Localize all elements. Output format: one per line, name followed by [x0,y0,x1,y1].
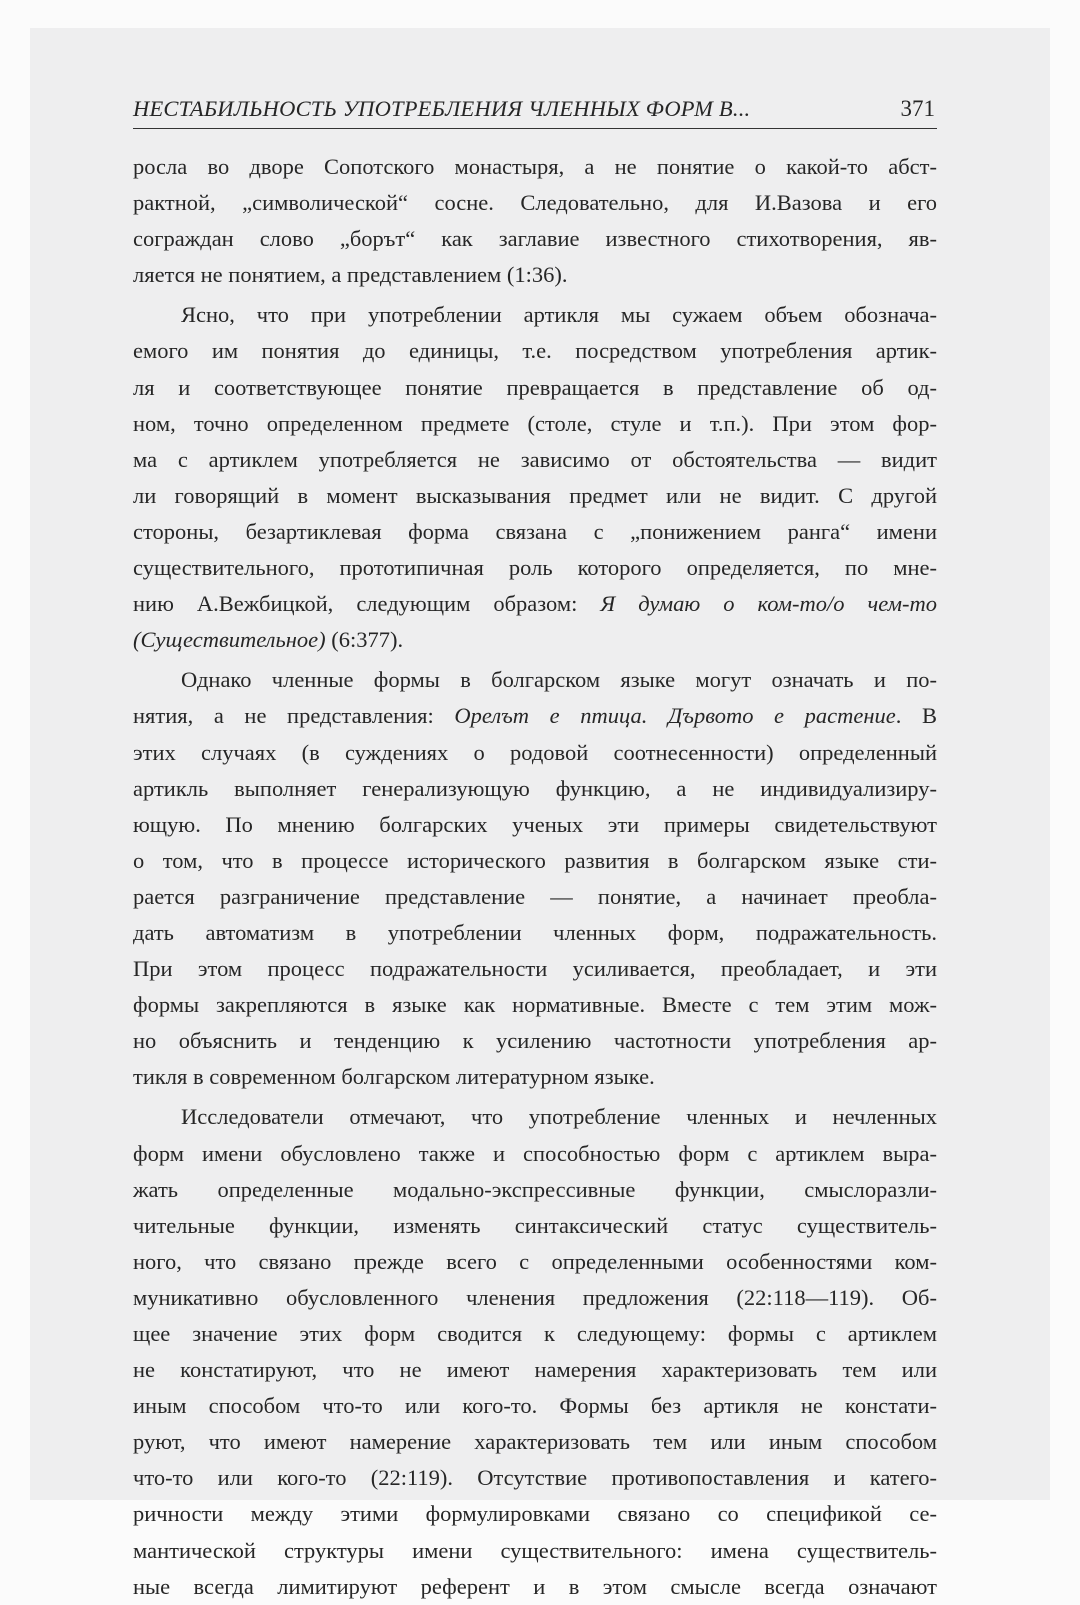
text-line: ющую. По мнению болгарских ученых эти примеры свидетельствуют [133,811,937,837]
text-line: муникативно обусловленного членения предложения (22:118—119). Об- [133,1284,937,1310]
text-line: Ясно, что при употреблении артикля мы сужаем объем обознача- [181,302,937,328]
text-run: нятия, а не представления: [133,703,455,729]
text-line: Однако членные формы в болгарском языке могут означать и по- [181,667,937,693]
text-line: ные всегда лимитируют референт и в этом смысле всегда означают [133,1573,937,1599]
header-rule [133,128,937,129]
text-line: ля и соответствующее понятие превращается в представление об од- [133,374,937,400]
text-line: При этом процесс подражательности усиливается, преобладает, и эти [133,956,937,982]
text-line: чительные функции, изменять синтаксический статус существитель- [133,1212,937,1238]
text-line: тикля в современном болгарском литературном языке. [133,1064,655,1090]
text-line: что-то или кого-то (22:119). Отсутствие противопоставления и катего- [133,1465,937,1491]
text-line: емого им понятия до единицы, т.е. посредством употребления артик- [133,338,937,364]
text-line: мантической структуры имени существительного: имена существитель- [133,1537,937,1563]
text-line: но объяснить и тенденцию к усилению частотности употребления ар- [133,1028,937,1054]
body-text [133,149,937,1605]
text-line [133,586,937,622]
text-line: ного, что связано прежде всего с определенными особенностями ком- [133,1248,937,1274]
text-line: форм имени обусловлено также и способностью форм с артиклем выра- [133,1140,937,1166]
text-line: артикль выполняет генерализующую функцию, а не индивидуализиру- [133,775,937,801]
text-line: дать автоматизм в употреблении членных форм, подражательность. [133,919,937,945]
paragraph-1 [133,149,937,293]
example-italic: Я думаю о ком-то/о чем-то [600,591,937,617]
example-italic: Орелът е птица. Дървото е растение [454,703,896,729]
text-line [133,698,937,734]
text-line: формы закрепляются в языке как нормативные. Вместе с тем этим мож- [133,992,937,1018]
text-line: рактной, „символической“ сосне. Следовательно, для И.Вазова и его [133,190,937,216]
text-line: рается разграничение представление — понятие, а начинает преобла- [133,883,937,909]
example-italic: (Существительное) [133,627,326,653]
text-line: ляется не понятием, а представлением (1:36). [133,262,568,288]
text-run: (6:377). [325,627,404,653]
page-number: 371 [900,96,935,121]
text-run: нию А.Вежбицкой, следующим образом: [133,591,601,617]
paragraph-2 [133,297,937,658]
text-line: о том, что в процессе исторического развития в болгарском языке сти- [133,847,937,873]
running-header [133,90,937,130]
text-line: руют, что имеют намерение характеризовать тем или иным способом [133,1429,937,1455]
text-line: не констатируют, что не имеют намерения характеризовать тем или [133,1357,937,1383]
text-line: сограждан слово „борът“ как заглавие известного стихотворения, яв- [133,226,937,252]
text-line [133,622,937,658]
text-line: росла во дворе Сопотского монастыря, а не понятие о какой-то абст- [133,154,937,179]
text-line: ли говорящий в момент высказывания предмет или не видит. С другой [133,482,937,508]
text-line: Исследователи отмечают, что употребление членных и нечленных [181,1104,937,1130]
text-line: стороны, безартиклевая форма связана с „понижением ранга“ имени [133,518,937,544]
text-line: этих случаях (в суждениях о родовой соотнесенности) определенный [133,739,937,765]
text-line: ном, точно определенном предмете (столе, стуле и т.п.). При этом фор- [133,410,937,436]
book-page [133,90,937,1605]
text-line: иным способом что-то или кого-то. Формы без артикля не констати- [133,1393,937,1419]
text-line: существительного, прототипичная роль которого определяется, по мне- [133,555,937,581]
text-run: . В [895,703,937,729]
paragraph-4 [133,1099,937,1604]
text-line: щее значение этих форм сводится к следующему: формы с артиклем [133,1321,937,1346]
running-title: НЕСТАБИЛЬНОСТЬ УПОТРЕБЛЕНИЯ ЧЛЕННЫХ ФОРМ В... [133,96,751,121]
text-line: ричности между этими формулировками связано со спецификой се- [133,1501,937,1527]
text-line: ма с артиклем употребляется не зависимо от обстоятельства — видит [133,446,937,472]
paragraph-3 [133,662,937,1095]
text-line: жать определенные модально-экспрессивные функции, смыслоразли- [133,1176,937,1202]
